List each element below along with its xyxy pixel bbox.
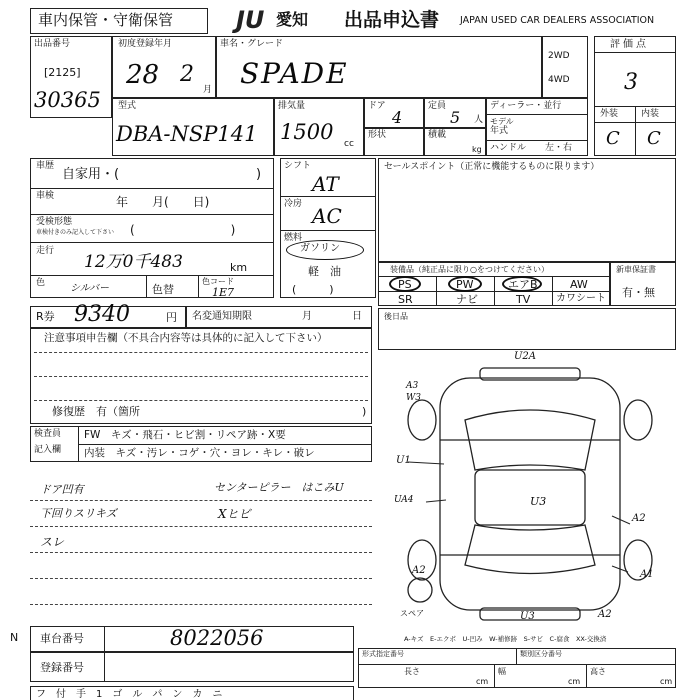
registration-label: 初度登録年月 (118, 39, 173, 49)
category-label: 類別区分番号 (520, 650, 562, 658)
sales-points-label: セールスポイント（正常に機能するものに限ります） (384, 162, 600, 172)
inspector-label-top: 検査員 (34, 429, 62, 439)
shift-label: シフト (284, 161, 312, 171)
model-year-bottom: 年式 (490, 126, 509, 136)
r-ticket-unit: 円 (166, 311, 177, 324)
reception-note: 車検付きのみ記入して下さい (36, 229, 115, 236)
model-label: 型式 (118, 101, 137, 111)
remark-3: スレ (40, 535, 65, 549)
seats-label: 定員 (428, 101, 447, 111)
drive-2wd: 2WD (548, 51, 570, 61)
aircon-label: 冷房 (284, 199, 303, 209)
car-name-label: 車名・グレード (220, 39, 284, 49)
registration-year: 28 (126, 60, 160, 90)
ps-circle (389, 276, 421, 292)
r-ticket-value: 9340 (74, 302, 130, 327)
name-change-month: 月 (302, 311, 312, 322)
drive-4wd: 4WD (548, 75, 570, 85)
form-title: 出品申込書 (344, 9, 440, 31)
car-rear-window (465, 525, 595, 574)
load-label: 積載 (428, 130, 447, 140)
car-name-value: SPADE (240, 57, 349, 90)
name-change-label: 名変通知期限 (192, 311, 252, 322)
mileage-unit: km (230, 261, 248, 274)
interior-label: 内装 (641, 109, 660, 119)
damage-w3: W3 (406, 393, 421, 403)
lot-bracket-number: [2125] (44, 66, 81, 79)
steering-label: ハンドル (490, 143, 527, 153)
shift-value: AT (312, 172, 339, 196)
color-change-label: 色替 (152, 283, 174, 296)
car-damage-diagram (380, 350, 676, 630)
damage-u3-rear: U3 (520, 611, 535, 622)
pw-circle (448, 276, 482, 292)
fuel-diesel: 軽 油 (308, 265, 341, 278)
equip-leather: カワシート (556, 293, 606, 304)
damage-a2-rear: A2 (598, 609, 612, 620)
name-change-day: 日 (352, 311, 362, 322)
spare-label: スペア (400, 609, 424, 618)
doors-value: 4 (392, 108, 403, 127)
interior-grade: C (647, 128, 661, 149)
spare-tire (408, 578, 432, 602)
equipment-label: 装備品（純正品に限り○をつけてください） (390, 265, 549, 274)
color-label: 色 (36, 278, 46, 288)
load-unit: kg (472, 145, 482, 154)
mileage-value: 12万0千483 (84, 252, 183, 272)
displacement-value: 1500 (280, 120, 334, 144)
wheel-front-right (624, 400, 652, 440)
seats-unit: 人 (474, 115, 484, 125)
warranty-label: 新車保証書 (616, 265, 656, 274)
displacement-label: 排気量 (278, 101, 306, 111)
height-label: 高さ (590, 667, 606, 676)
lot-label: 出品番号 (34, 39, 71, 49)
region-name: 愛知 (276, 10, 309, 29)
color-code-label: 色コード (202, 277, 234, 286)
chassis-label: 車台番号 (40, 632, 84, 645)
damage-front: U2A (514, 351, 537, 362)
chassis-number: 8022056 (170, 626, 264, 650)
reception-label: 受検形態 (36, 217, 73, 227)
damage-u3-roof: U3 (530, 495, 547, 508)
equip-aw: AW (570, 278, 588, 291)
exterior-label: 外装 (600, 109, 619, 119)
sales-points-box (378, 158, 676, 262)
width-label: 幅 (498, 667, 506, 676)
remark-right-1: センターピラー はこみU (214, 481, 344, 494)
bottom-row: フ 付 手 1 ゴ ル パ ン カ ニ (36, 689, 223, 700)
length-label: 長さ (404, 667, 420, 676)
ju-logo: JU (236, 6, 265, 34)
exterior-grade: C (606, 128, 620, 149)
damage-ua4: UA4 (394, 495, 414, 505)
registration-month: 2 (180, 62, 194, 87)
inspector-label-bottom: 記入欄 (34, 445, 62, 455)
car-body-outline (440, 378, 620, 610)
history-value: 自家用・( (62, 167, 120, 182)
color-value: シルバー (70, 283, 110, 294)
auction-sheet: 車内保管・守衛保管 JU 愛知 出品申込書 JAPAN USED CAR DEALERS ASSOCIATION 出品番号 [2125] 30365 初度登録年月 28 2 月 車名・グレード SPADE 2WD 4WD 評価点 3 外装 内装 C C 型式 DBA-NSP141 排気量 1500 cc ドア 4 定員 5 人 ディーラー・並行 モデル 年式 ハンドル 左・右 形状 積載 kg 車歴 自家用・( ) 車検 年 月( 日) 受検形態 車検付きのみ記入して下さい ( ) 走行 12万0千483 km 色 シルバー 色替 色コード 1E7 シフト AT 冷房 AC 燃料 ガソリン 軽 油 ( ) セールスポイント（正常に機能するものに限ります） 装備品（純正品に限り○をつけてください） PS PW エアB AW SR ナビ TV カワシート 新車保証書 有・無 R券 9340 円 名変通知期限 月 日 注意事項申告欄（不具合内容等は具体的に記入して下さい） 修復歴 有（箇所 ) 後日品 検査員 記入欄 FW キズ・飛石・ヒビ割・リペア跡・X要 内装 キズ・汚レ・コゲ・穴・ヨレ・キレ・破レ ドア凹有 下回りスリキズ スレ センターピラー はこみU Xヒビ U2A A3 W3 U1 UA4 U3 A2 A1 A2 U3 A2 スペア A-キズ E-エクボ U-凹み W-補修跡 S-サビ C-腐食 XX-交換済 N 車台番号 8022056 登録番号 形式指定番号 類別区分番号 長さ 幅 高さ cm cm cm フ 付 手 1 ゴ ル パ ン カ ニ (0, 0, 700, 700)
rating-label: 評価点 (610, 39, 649, 50)
inspection-label: 車検 (36, 191, 55, 201)
model-value: DBA-NSP141 (116, 122, 258, 146)
damage-a2-right: A2 (632, 513, 646, 524)
lot-number: 30365 (34, 88, 101, 112)
length-unit: cm (476, 677, 489, 686)
airbag-circle (502, 276, 542, 292)
repair-history-label: 修復歴 有（箇所 (52, 405, 140, 418)
remark-1: ドア凹有 (40, 483, 84, 496)
notes-label: 注意事項申告欄（不具合内容等は具体的に記入して下さい） (44, 332, 328, 344)
storage-note: 車内保管・守衛保管 (38, 11, 174, 29)
mileage-label: 走行 (36, 246, 55, 256)
equip-navi: ナビ (456, 293, 478, 306)
drive-box (542, 36, 588, 98)
r-ticket-label: R券 (36, 310, 55, 323)
fuel-paren: ( ) (292, 283, 334, 296)
rating-overall: 3 (624, 70, 638, 95)
rear-label: 後日品 (384, 312, 408, 321)
damage-a1: A1 (640, 569, 654, 580)
remark-2: 下回りスリキズ (40, 507, 117, 520)
repair-history-close: ) (362, 405, 367, 418)
equip-sr: SR (398, 293, 413, 306)
damage-legend: A-キズ E-エクボ U-凹み W-補修跡 S-サビ C-腐食 XX-交換済 (404, 635, 607, 643)
damage-a3: A3 (406, 381, 419, 391)
registration-month-unit: 月 (203, 85, 213, 95)
damage-u1: U1 (396, 455, 411, 466)
warranty-options: 有・無 (622, 286, 655, 299)
rear-box (378, 308, 676, 350)
equip-airbag: エアB (508, 278, 538, 291)
equip-ps: PS (398, 278, 412, 291)
color-code: 1E7 (212, 286, 235, 299)
remark-right-2: Xヒビ (218, 507, 251, 521)
shape-label: 形状 (368, 130, 387, 140)
inspector-interior-row: 内装 キズ・汚レ・コゲ・穴・ヨレ・キレ・破レ (84, 447, 315, 459)
doors-label: ドア (368, 101, 386, 111)
model-year-top: モデル (490, 117, 514, 126)
aircon-value: AC (312, 204, 342, 228)
displacement-unit: cc (344, 139, 354, 149)
equip-tv: TV (516, 293, 531, 306)
height-unit: cm (660, 677, 673, 686)
reg-number-label: 登録番号 (40, 661, 84, 674)
steering-options: 左・右 (545, 143, 573, 153)
inspection-text: 年 月( 日) (116, 195, 210, 209)
fuel-label: 燃料 (284, 233, 303, 243)
reception-paren: ( ) (130, 223, 236, 237)
equip-pw: PW (456, 278, 474, 291)
wheel-front-left (408, 400, 436, 440)
damage-a2-left: A2 (412, 565, 426, 576)
width-unit: cm (568, 677, 581, 686)
fuel-gasoline: ガソリン (300, 243, 340, 254)
association-name: JAPAN USED CAR DEALERS ASSOCIATION (460, 15, 655, 26)
inspector-fw-row: FW キズ・飛石・ヒビ割・リペア跡・X要 (84, 429, 286, 441)
history-label: 車歴 (36, 161, 55, 171)
seats-value: 5 (450, 108, 461, 127)
dealer-import: ディーラー・並行 (490, 101, 562, 111)
history-close: ) (256, 167, 262, 182)
type-designation-label: 形式指定番号 (362, 650, 404, 658)
